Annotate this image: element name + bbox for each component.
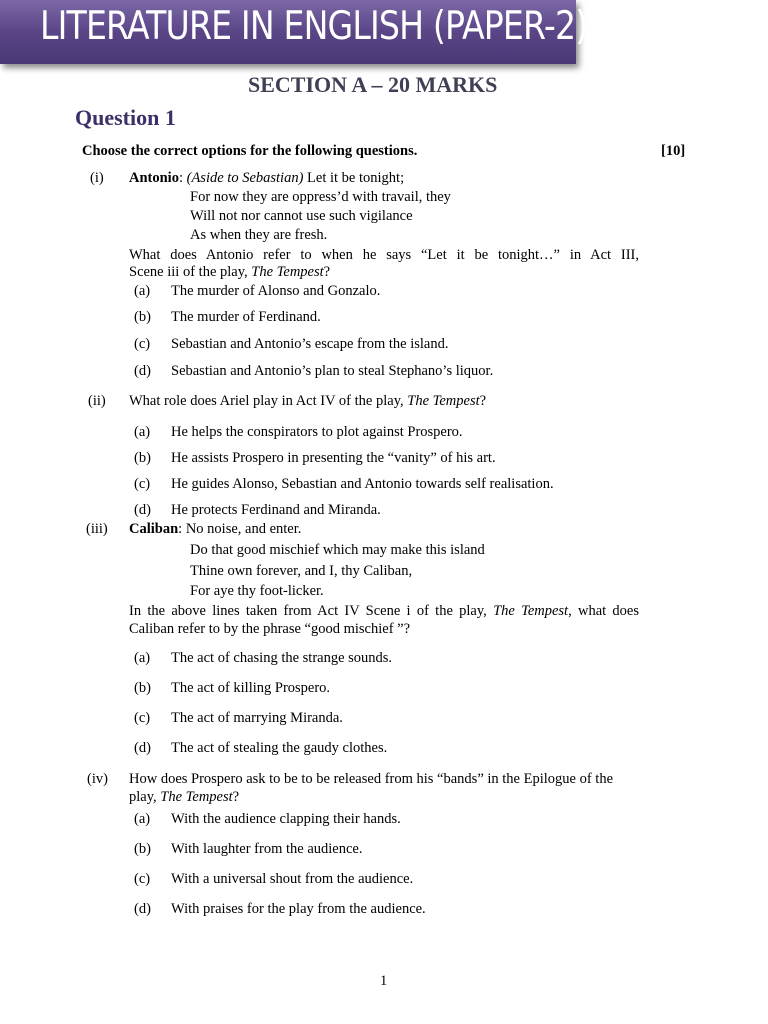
question-heading: Question 1 (75, 105, 176, 130)
question-text: In the above lines taken from Act IV Scene i of the play, The Tempest, what does (129, 603, 640, 619)
option-label: (a) (134, 650, 151, 666)
option-text: The act of killing Prospero. (171, 680, 331, 696)
page-number: 1 (380, 973, 388, 989)
question-text-cont: Caliban refer to by the phrase “good mischief ”? (129, 621, 411, 637)
option-text: Sebastian and Antonio’s escape from the island. (171, 336, 449, 352)
marks: [10] (661, 143, 686, 159)
question-text-cont: play, The Tempest? (129, 789, 240, 805)
option-label: (c) (134, 871, 151, 887)
quote-line: Let it be tonight; (303, 170, 405, 186)
subquestion-number: (ii) (88, 393, 106, 409)
option-text: With the audience clapping their hands. (171, 811, 401, 827)
option-label: (c) (134, 336, 151, 352)
option-text: The murder of Alonso and Gonzalo. (171, 283, 381, 299)
option-text: He assists Prospero in presenting the “vanity” of his art. (171, 450, 496, 466)
option-text: He guides Alonso, Sebastian and Antonio towards self realisation. (171, 476, 554, 492)
option-label: (a) (134, 283, 151, 299)
speaker-name: Antonio (129, 170, 179, 186)
option-text: The act of marrying Miranda. (171, 710, 343, 726)
option-text: The murder of Ferdinand. (171, 309, 321, 325)
play-title: The Tempest (407, 393, 480, 409)
option-label: (a) (134, 424, 151, 440)
option-text: With a universal shout from the audience. (171, 871, 414, 887)
option-label: (d) (134, 363, 151, 379)
option-text: He helps the conspirators to plot against Prospero. (171, 424, 463, 440)
option-label: (d) (134, 502, 151, 518)
option-label: (c) (134, 476, 151, 492)
quote-line: Thine own forever, and I, thy Caliban, (190, 563, 413, 579)
option-text: Sebastian and Antonio’s plan to steal Stephano’s liquor. (171, 363, 494, 379)
speaker-name: Caliban (129, 521, 179, 537)
subquestion-number: (i) (90, 170, 104, 186)
option-text: With laughter from the audience. (171, 841, 363, 857)
quote-first-line: Caliban: No noise, and enter. (129, 521, 302, 537)
subquestion-number: (iv) (87, 771, 108, 787)
title-banner (0, 0, 588, 64)
play-title: The Tempest (251, 264, 324, 280)
quote-line: Will not nor cannot use such vigilance (190, 208, 413, 224)
option-text: He protects Ferdinand and Miranda. (171, 502, 381, 518)
play-title: The Tempest (160, 789, 233, 805)
option-text: The act of chasing the strange sounds. (171, 650, 393, 666)
subquestion-number: (iii) (86, 521, 108, 537)
option-label: (b) (134, 309, 151, 325)
option-label: (a) (134, 811, 151, 827)
stage-direction: (Aside to Sebastian) (186, 170, 304, 186)
instruction: Choose the correct options for the following questions. (82, 143, 418, 159)
quote-line: For now they are oppress’d with travail, they (190, 189, 451, 205)
option-text: With praises for the play from the audience. (171, 901, 426, 917)
question-text: What does Antonio refer to when he says “Let it be tonight…” in Act III, (129, 247, 639, 263)
banner-title: LITERATURE IN ENGLISH (PAPER-2) (40, 4, 588, 49)
quote-first-line: Antonio: (Aside to Sebastian) Let it be tonight; (129, 170, 405, 186)
question-text-cont: Scene iii of the play, The Tempest? (129, 264, 331, 280)
option-label: (b) (134, 841, 151, 857)
play-title: The Tempest (493, 603, 569, 619)
quote-line: Do that good mischief which may make this island (190, 542, 485, 558)
quote-line: As when they are fresh. (190, 227, 328, 243)
section-heading: SECTION A – 20 MARKS (248, 72, 498, 97)
option-label: (c) (134, 710, 151, 726)
question-text: What role does Ariel play in Act IV of the play, The Tempest? (129, 393, 487, 409)
option-label: (b) (134, 680, 151, 696)
option-label: (d) (134, 740, 151, 756)
option-label: (d) (134, 901, 151, 917)
question-text: How does Prospero ask to be to be released from his “bands” in the Epilogue of the (129, 771, 614, 787)
quote-line: For aye thy foot-licker. (190, 583, 324, 599)
option-text: The act of stealing the gaudy clothes. (171, 740, 388, 756)
option-label: (b) (134, 450, 151, 466)
